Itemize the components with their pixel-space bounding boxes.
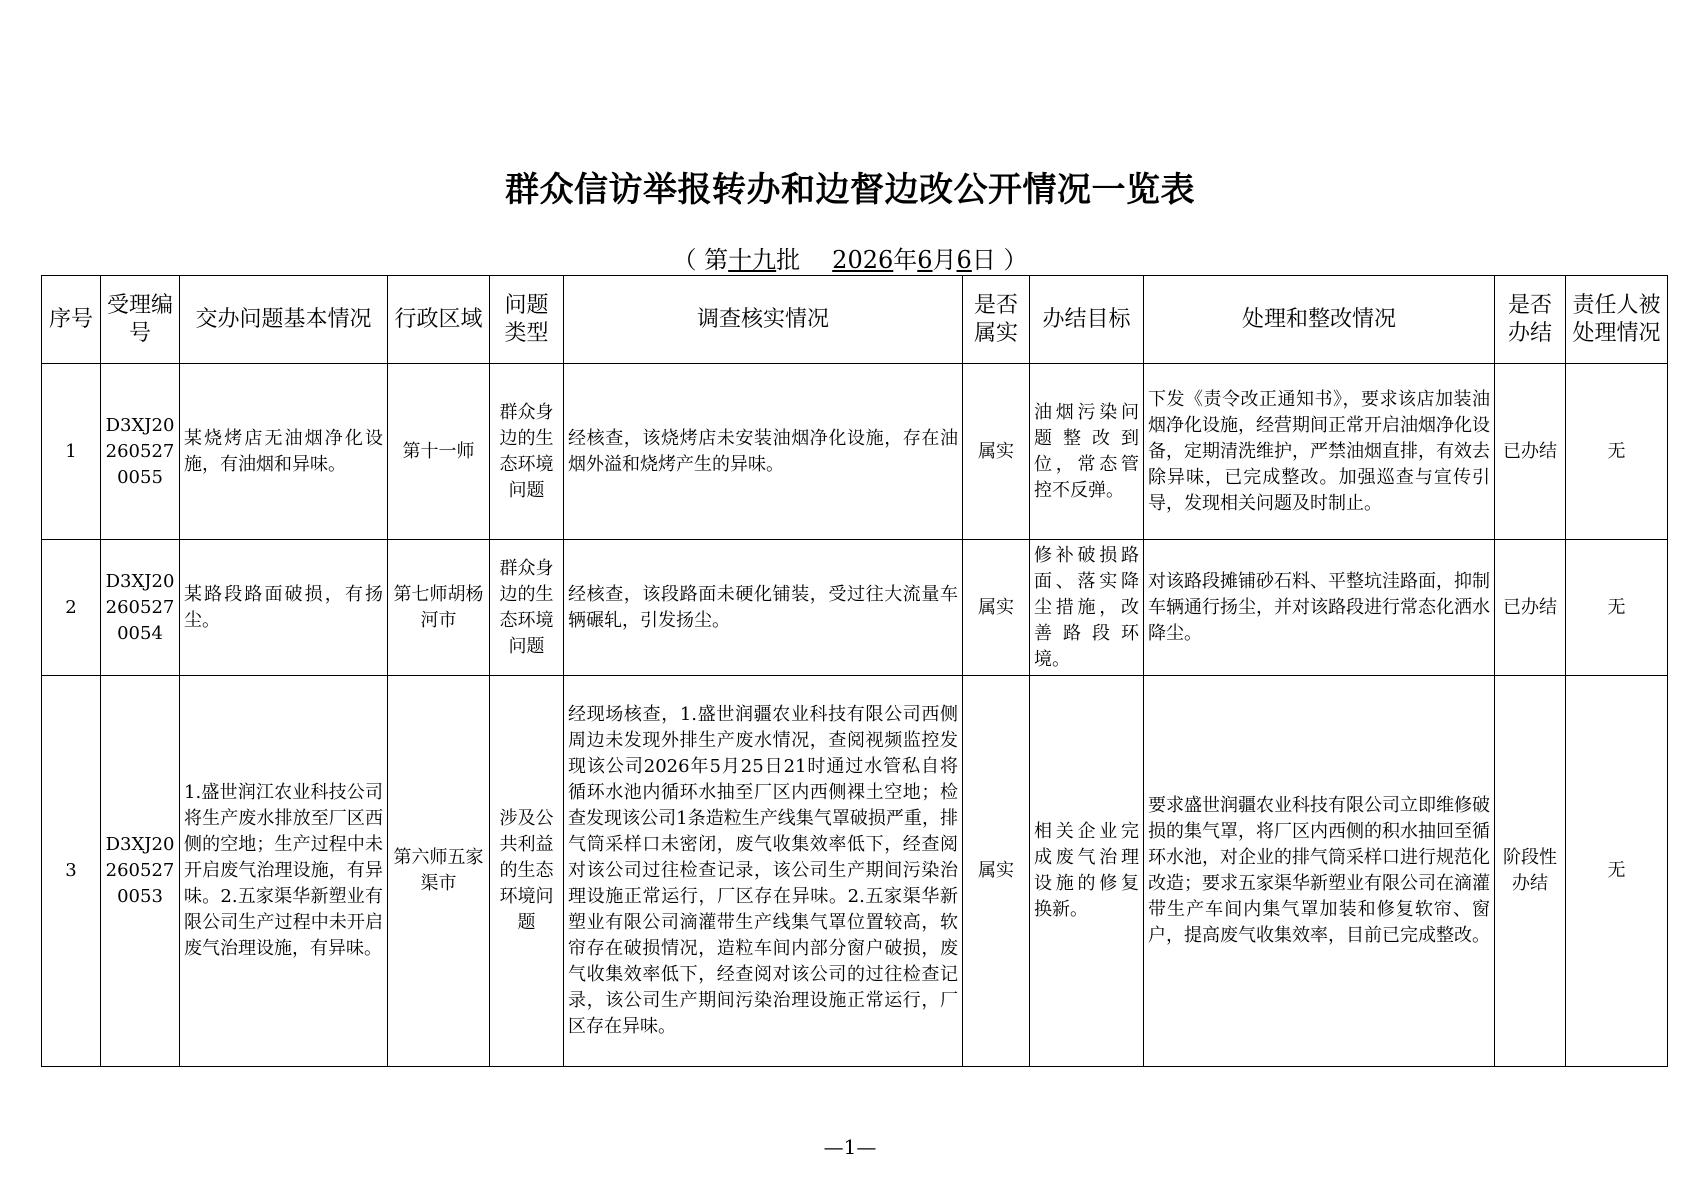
cell-verified: 属实 [963,676,1030,1067]
header-verified: 是否属实 [963,276,1030,364]
cell-handling: 要求盛世润疆农业科技有限公司立即维修破损的集气罩，将厂区内西侧的积水抽回至循环水池，对企业的排气筒采样口进行规范化改造；要求五家渠华新塑业有限公司在滴灌带生产车间内集气罩加装和修复软帘、窗户，提高废气收集效率，目前已完成整改。 [1144,676,1495,1067]
subtitle-open: （ 第 [672,246,729,274]
header-handling: 处理和整改情况 [1144,276,1495,364]
cell-investigation: 经现场核查，1.盛世润疆农业科技有限公司西侧周边未发现外排生产废水情况，查阅视频监控发现该公司2026年5月25日21时通过水管私自将循环水池内循环水抽至厂区内西侧裸土空地；检查发现该公司1条造粒生产线集气罩破损严重，排气筒采样口未密闭，废气收集效率低下，经查阅对该公司过往检查记录，该公司生产期间污染治理设施正常运行，厂区存在异味。2.五家渠华新塑业有限公司滴灌带生产线集气罩位置较高，软帘存在破损情况，造粒车间内部分窗户破损，废气收集效率低下，经查阅对该公司的过往检查记录，该公司生产期间污染治理设施正常运行，厂区存在异味。 [564,676,963,1067]
header-seq: 序号 [42,276,101,364]
cell-type: 群众身边的生态环境问题 [490,540,564,676]
subtitle-close: 日 ） [971,246,1028,274]
cell-goal: 修补破损路面、落实降尘措施，改善路段环境。 [1030,540,1144,676]
cell-problem: 某烧烤店无油烟净化设施，有油烟和异味。 [180,364,388,540]
cell-closed: 已办结 [1495,364,1566,540]
cell-goal: 相关企业完成废气治理设施的修复换新。 [1030,676,1144,1067]
cell-handling: 对该路段摊铺砂石料、平整坑洼路面，抑制车辆通行扬尘，并对该路段进行常态化洒水降尘。 [1144,540,1495,676]
month-suffix: 月 [932,246,957,274]
cell-closed: 已办结 [1495,540,1566,676]
header-type: 问题类型 [490,276,564,364]
cell-goal: 油烟污染问题整改到位，常态管控不反弹。 [1030,364,1144,540]
cell-problem: 某路段路面破损，有扬尘。 [180,540,388,676]
header-investigation: 调查核实情况 [564,276,963,364]
cell-type: 涉及公共利益的生态环境问题 [490,676,564,1067]
cell-seq: 1 [42,364,101,540]
header-region: 行政区域 [388,276,490,364]
cell-region: 第十一师 [388,364,490,540]
petition-table [41,275,1668,1067]
header-goal: 办结目标 [1030,276,1144,364]
batch-number: 十九 [728,246,777,274]
cell-verified: 属实 [963,364,1030,540]
table-row [42,676,1668,1067]
cell-seq: 3 [42,676,101,1067]
cell-verified: 属实 [963,540,1030,676]
cell-responsible: 无 [1566,364,1668,540]
date-year: 2026 [832,246,894,274]
cell-id: D3XJ202605270053 [101,676,180,1067]
table-row [42,364,1668,540]
cell-investigation: 经核查，该段路面未硬化铺装，受过往大流量车辆碾轧，引发扬尘。 [564,540,963,676]
batch-subtitle [0,240,1700,275]
cell-problem: 1.盛世润江农业科技公司将生产废水排放至厂区西侧的空地；生产过程中未开启废气治理设施，有异味。2.五家渠华新塑业有限公司生产过程中未开启废气治理设施，有异味。 [180,676,388,1067]
cell-region: 第七师胡杨河市 [388,540,490,676]
cell-closed: 阶段性办结 [1495,676,1566,1067]
header-closed: 是否办结 [1495,276,1566,364]
cell-handling: 下发《责令改正通知书》，要求该店加装油烟净化设施，经营期间正常开启油烟净化设备，定期清洗维护，严禁油烟直排，有效去除异味，已完成整改。加强巡查与宣传引导，发现相关问题及时制止。 [1144,364,1495,540]
date-month: 6 [917,246,933,274]
cell-seq: 2 [42,540,101,676]
header-id: 受理编号 [101,276,180,364]
cell-responsible: 无 [1566,540,1668,676]
header-problem: 交办问题基本情况 [180,276,388,364]
page-title: 群众信访举报转办和边督边改公开情况一览表 [505,170,1195,210]
cell-investigation: 经核查，该烧烤店未安装油烟净化设施，存在油烟外溢和烧烤产生的异味。 [564,364,963,540]
header-responsible: 责任人被处理情况 [1566,276,1668,364]
cell-id: D3XJ202605270054 [101,540,180,676]
table-row [42,540,1668,676]
cell-region: 第六师五家渠市 [388,676,490,1067]
page-number: —1— [823,1135,877,1159]
cell-id: D3XJ202605270055 [101,364,180,540]
date-day: 6 [956,246,972,274]
cell-type: 群众身边的生态环境问题 [490,364,564,540]
batch-suffix: 批 [776,246,801,274]
table-header-row [42,276,1668,364]
year-suffix: 年 [893,246,918,274]
cell-responsible: 无 [1566,676,1668,1067]
